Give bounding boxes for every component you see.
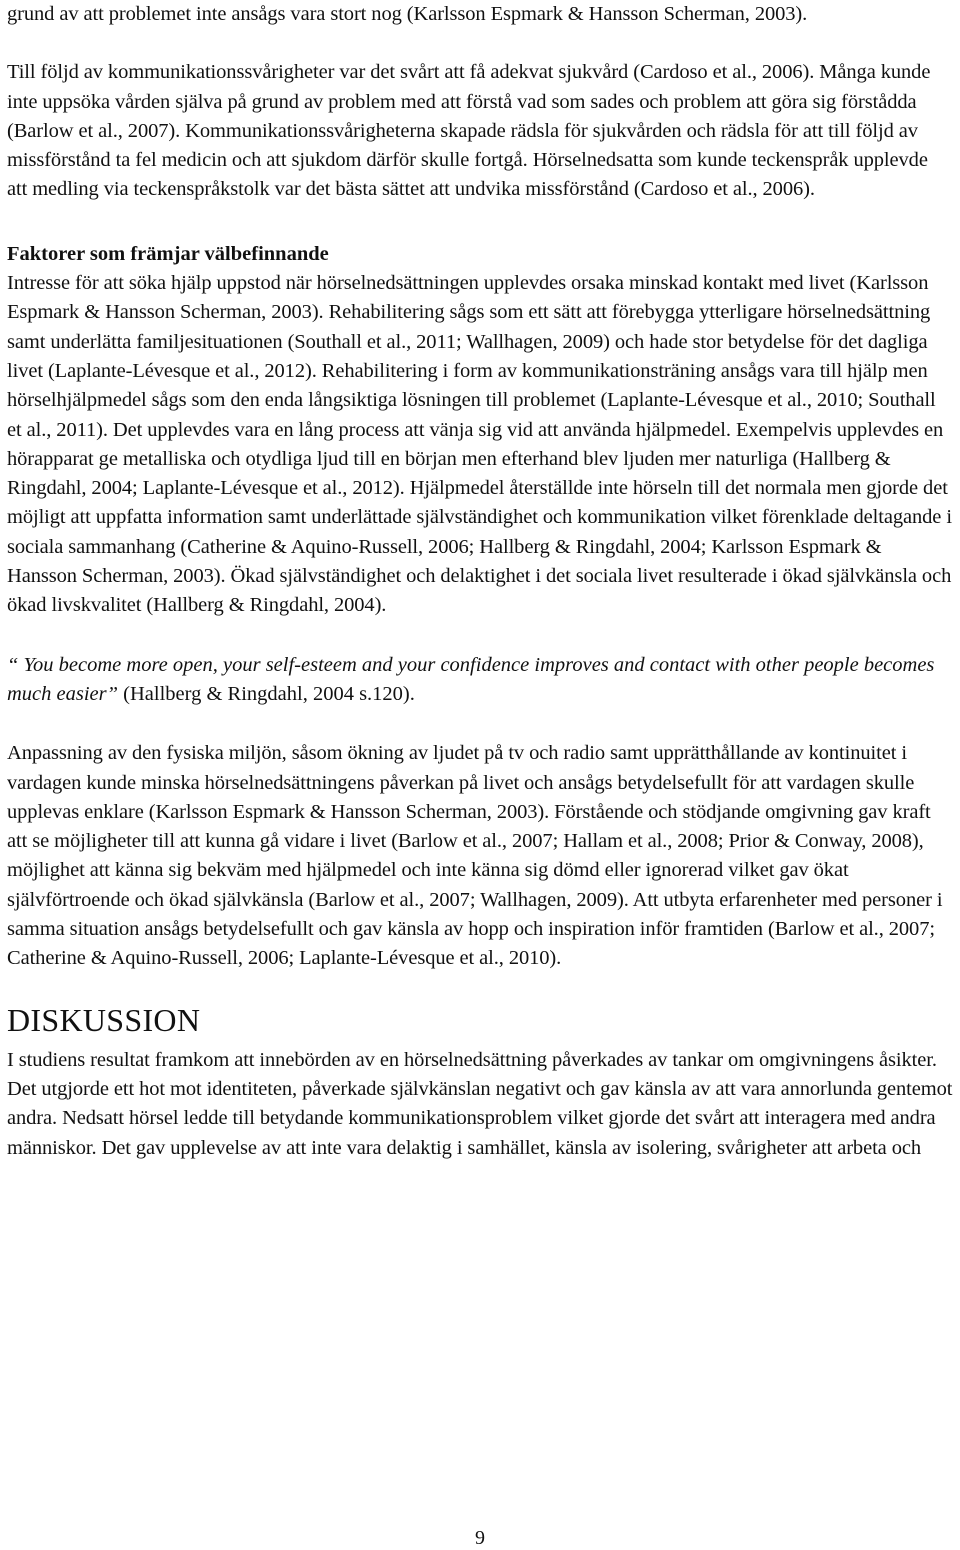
document-page [7, 0, 953, 1163]
spacer [7, 29, 953, 58]
spacer [7, 621, 953, 651]
section-title-diskussion: DISKUSSION [7, 1001, 201, 1038]
block-quote [7, 651, 953, 710]
page-number: 9 [475, 1527, 485, 1549]
paragraph-1: grund av att problemet inte ansågs vara stort nog (Karlsson Espmark & Hansson Scherman, 2003). [7, 3, 808, 25]
quote-citation: (Hallberg & Ringdahl, 2004 s.120). [118, 682, 415, 705]
paragraph-2: Till följd av kommunikationssvårigheter var det svårt att få adekvat sjukvård (Cardoso et al., 2006). Många kunde inte uppsöka vården själva på grund av problem med att förstå vad som sades och problem att göra sig förstådda (Barlow et al., 2007). Kommunikationssvårigheterna skapade rädsla för sjukvården och rädsla för att till följd av missförstånd ta fel medicin och att sjukdom därför skulle fortgå. Hörselnedsatta som kunde teckenspråk upplevde att medling via teckenspråkstolk var det bästa sättet att undvika missförstånd (Cardoso et al., 2006). [7, 61, 931, 201]
paragraph-3: Intresse för att söka hjälp uppstod när hörselnedsättningen upplevdes orsaka minskad kontakt med livet (Karlsson Espmark & Hansson Scherman, 2003). Rehabilitering sågs som ett sätt att förebygga ytterligare hörselnedsättning samt underlätta familjesituationen (Southall et al., 2011; Wallhagen, 2009) och hade stor betydelse för det dagliga livet (Laplante-Lévesque et al., 2012). Rehabilitering i form av kommunikationsträning ansågs vara till hjälp men hörselhjälpmedel sågs som den enda långsiktiga lösningen till problemet (Laplante-Lévesque et al., 2010; Southall et al., 2011). Det upplevdes vara en lång process att vänja sig vid att använda hjälpmedel. Exempelvis upplevdes en hörapparat ge metalliska och otydliga ljud till en början men efterhand blev ljuden mer naturliga (Hallberg & Ringdahl, 2004; Laplante-Lévesque et al., 2012). Hjälpmedel återställde inte hörseln till det normala men gjorde det möjligt att uppfatta information samt underlättade självständighet och kommunikation vilket förenklade deltagande i sociala sammanhang (Catherine & Aquino-Russell, 2006; Hallberg & Ringdahl, 2004; Karlsson Espmark & Hansson Scherman, 2003). Ökad självständighet och delaktighet i det sociala livet resulterade i ökad självkänsla och ökad livskvalitet (Hallberg & Ringdahl, 2004). [7, 272, 952, 617]
quote-text: “ You become more open, your self-esteem and your confidence improves and contact with other people becomes much easier” [7, 653, 935, 705]
spacer [7, 709, 953, 739]
spacer [7, 974, 953, 1000]
subheading-factors: Faktorer som främjar välbefinnande [7, 242, 329, 265]
paragraph-4: Anpassning av den fysiska miljön, såsom ökning av ljudet på tv och radio samt upprätthållande av kontinuitet i vardagen kunde minska hörselnedsättningens påverkan på livet och ansågs betydelsefullt för att vardagen skulle upplevas enklare (Karlsson Espmark & Hansson Scherman, 2003). Förstående och stödjande omgivning gav kraft att se möjligheter till att kunna gå vidare i livet (Barlow et al., 2007; Hallam et al., 2008; Prior & Conway, 2008), möjlighet att känna sig bekväm med hjälpmedel och inte känna sig dömd eller ignorerad vilket gav ökat självförtroende och ökad självkänsla (Barlow et al., 2007; Wallhagen, 2009). Att utbyta erfarenheter med personer i samma situation ansågs betydelsefullt och gav känsla av hopp och inspiration inför framtiden (Barlow et al., 2007; Catherine & Aquino-Russell, 2006; Laplante-Lévesque et al., 2010). [7, 742, 943, 970]
paragraph-5: I studiens resultat framkom att innebörden av en hörselnedsättning påverkades av tankar om omgivningens åsikter. Det utgjorde ett hot mot identiteten, påverkade självkänslan negativt och gav känsla av att vara annorlunda gentemot andra. Nedsatt hörsel ledde till betydande kommunikationsproblem vilket gjorde det svårt att interagera med andra människor. Det gav upplevelse av att inte vara delaktig i samhället, känsla av isolering, svårigheter att arbeta och [7, 1048, 953, 1159]
spacer [7, 205, 953, 240]
